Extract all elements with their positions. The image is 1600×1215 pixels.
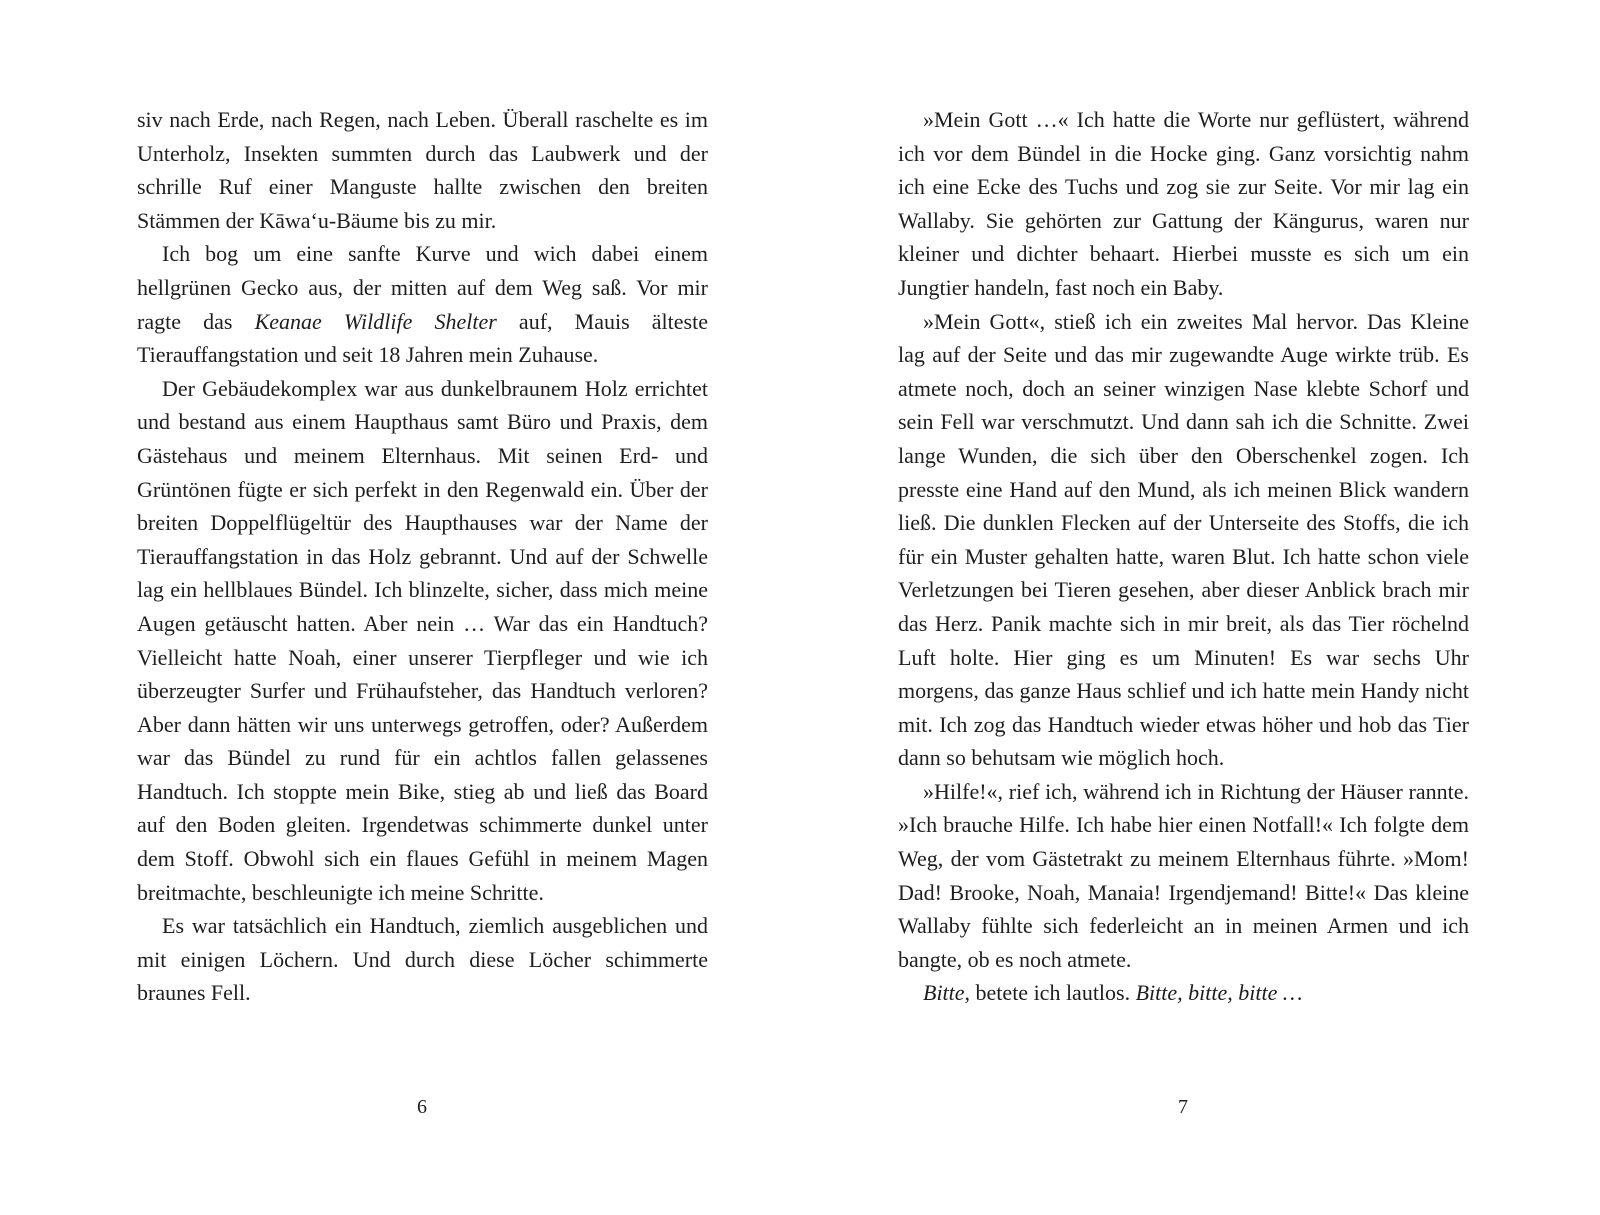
paragraph-text: Es war tatsächlich ein Handtuch, ziemlich ausgeblichen und mit einigen Löchern. Und durch diese Löcher schimmerte braunes Fell. bbox=[137, 913, 708, 1006]
paragraph bbox=[137, 237, 708, 371]
paragraph: »Mein Gott«, stieß ich ein zweites Mal hervor. Das Kleine lag auf der Seite und das mir zugewandte Auge wirkte trüb. Es atmete noch, doch an seiner winzigen Nase klebte Schorf und sein Fell war verschmutzt. Und dann sah ich die Schnitte. Zwei lange Wunden, die sich über den Oberschenkel zogen. Ich presste eine Hand auf den Mund, als ich meinen Blick wandern ließ. Die dunklen Flecken auf der Unterseite des Stoffs, die ich für ein Muster gehalten hatte, waren Blut. Ich hatte schon viele Verletzungen bei Tieren gesehen, aber dieser Anblick brach mir das Herz. Panik machte sich in mir breit, als das Tier röchelnd Luft holte. Hier ging es um Minuten! Es war sechs Uhr morgens, das ganze Haus schlief und ich hatte mein Handy nicht mit. Ich zog das Handtuch wieder etwas höher und hob das Tier dann so behutsam wie möglich hoch. bbox=[898, 308, 1469, 771]
italic-text: Bitte, bitte, bitte … bbox=[1135, 980, 1303, 1006]
paragraph bbox=[137, 909, 708, 1010]
paragraph bbox=[137, 103, 708, 237]
paragraph-text: Ich bog um eine sanfte Kurve und wich dabei einem hellgrünen Gecko aus, der mitten auf dem Weg saß. Vor mir ragte das bbox=[137, 241, 708, 334]
paragraph-text: , betete ich lautlos. bbox=[964, 980, 1136, 1006]
italic-text: Bitte bbox=[923, 980, 965, 1006]
left-page bbox=[137, 103, 708, 1010]
paragraph bbox=[137, 372, 708, 910]
paragraph-text: siv nach Erde, nach Regen, nach Leben. Überall raschelte es im Unterholz, Insekten summten durch das Laubwerk und der schrille Ruf einer Manguste hallte zwischen den breiten Stämmen der Kāwa‘u-Bäume bis zu mir. bbox=[137, 107, 708, 233]
paragraph-text: Der Gebäudekomplex war aus dunkelbraunem Holz errichtet und bestand aus einem Haupthaus samt Büro und Praxis, dem Gästehaus und meinem Elternhaus. Mit seinen Erd- und Grüntönen fügte er sich perfekt in den Regenwald ein. Über der breiten Doppelflügeltür des Haupthauses war der Name der Tierauffangstation in das Holz gebrannt. Und auf der Schwelle lag ein hellblaues Bündel. Ich blinzelte, sicher, dass mich meine Augen getäuscht hatten. Aber nein … War das ein Handtuch? Vielleicht hatte Noah, einer unserer Tierpfleger und wie ich überzeugter Surfer und Frühaufsteher, das Handtuch verloren? Aber dann hätten wir uns unterwegs getroffen, oder? Außerdem war das Bündel zu rund für ein achtlos fallen gelassenes Handtuch. Ich stoppte mein Bike, stieg ab und ließ das Board auf den Boden gleiten. Irgendetwas schimmerte dunkel unter dem Stoff. Obwohl sich ein flaues Gefühl in meinem Magen breitmachte, beschleunigte ich meine Schritte. bbox=[137, 375, 708, 905]
right-page bbox=[898, 103, 1469, 1010]
page-number-right: 7 bbox=[1178, 1096, 1188, 1118]
paragraph bbox=[898, 976, 1469, 1010]
paragraph-text: auf, Mauis älteste Tierauffangstation und seit 18 Jahren mein Zuhause. bbox=[137, 308, 708, 368]
page-number-left: 6 bbox=[417, 1096, 427, 1118]
paragraph: »Mein Gott …« Ich hatte die Worte nur geflüstert, während ich vor dem Bündel in die Hocke ging. Ganz vorsichtig nahm ich eine Ecke des Tuchs und zog sie zur Seite. Vor mir lag ein Wallaby. Sie gehörten zur Gattung der Kängurus, waren nur kleiner und dichter behaart. Hierbei musste es sich um ein Jungtier handeln, fast noch ein Baby. bbox=[898, 107, 1469, 300]
shelter-name: Keanae Wildlife Shelter bbox=[254, 308, 497, 334]
paragraph: »Hilfe!«, rief ich, während ich in Richtung der Häuser rannte. »Ich brauche Hilfe. Ich habe hier einen Notfall!« Ich folgte dem Weg, der vom Gästetrakt zu meinem Elternhaus führte. »Mom! Dad! Brooke, Noah, Manaia! Irgendjemand! Bitte!« Das kleine Wallaby fühlte sich federleicht an in meinen Armen und ich bangte, ob es noch atmete. bbox=[898, 778, 1469, 972]
